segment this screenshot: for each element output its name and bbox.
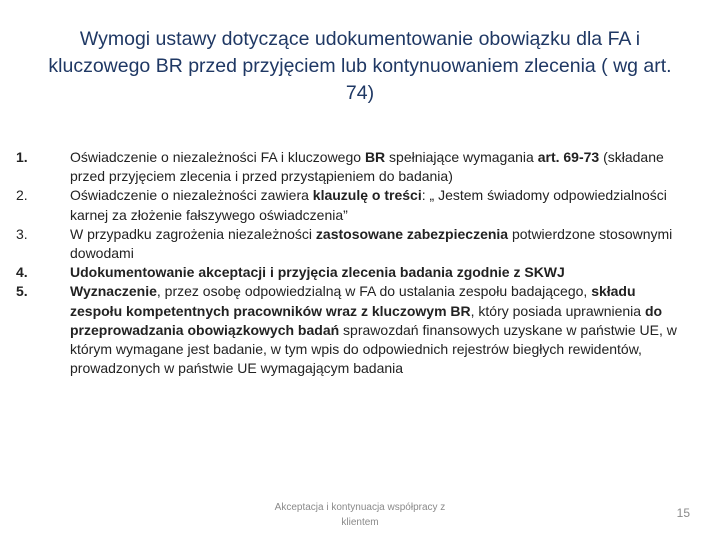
item-text — [70, 149, 664, 184]
item-text-bold: zastosowane zabezpieczenia — [315, 225, 509, 242]
item-number: 4. — [16, 264, 28, 281]
item-number: 2. — [16, 187, 28, 204]
item-text-segment: W przypadku zagrożenia niezależności — [70, 225, 316, 242]
item-number: 3. — [16, 225, 28, 242]
item-text-bold: BR — [364, 149, 386, 165]
item-text-segment: Oświadczenie o niezależności FA i kluczowego — [70, 149, 365, 165]
list-item — [16, 263, 686, 282]
item-text-bold: składu zespołu kompetentnych pracowników wraz z kluczowym BR — [70, 283, 636, 319]
item-text-segment: , przez osobę odpowiedzialną w FA do ustalania zespołu badającego, — [156, 283, 592, 300]
item-text-segment: , który posiada uprawnienia — [470, 302, 645, 319]
item-text-bold: art. 69-73 — [537, 149, 600, 165]
item-text — [70, 264, 565, 280]
slide-title: Wymogi ustawy dotyczące udokumentowanie obowiązku dla FA i kluczowego BR przed przyjęciem lub kontynuowaniem zlecenia ( wg art. 74) — [48, 28, 672, 104]
requirements-list — [16, 148, 686, 378]
list-item — [16, 282, 686, 378]
item-text-bold: do przeprowadzania obowiązkowych badań — [70, 302, 663, 338]
list-item — [16, 186, 686, 224]
item-text-bold: Udokumentowanie akceptacji i przyjęcia zlecenia badania zgodnie z SKWJ — [70, 264, 565, 281]
item-text — [70, 226, 672, 261]
slide-footer: Akceptacja i kontynuacja współpracy z klientem — [274, 502, 446, 528]
item-number: 5. — [16, 283, 28, 300]
item-number: 1. — [16, 149, 28, 165]
item-text-segment: spełniające wymagania — [385, 149, 538, 165]
item-text — [70, 283, 677, 376]
item-text — [70, 187, 667, 222]
list-item — [16, 225, 686, 263]
item-text-bold: Wyznaczenie — [70, 283, 157, 300]
item-text-segment: potwierdzone stosownymi dowodami — [70, 225, 673, 262]
list-item — [16, 148, 686, 186]
item-text-bold: klauzulę o treści — [312, 187, 422, 204]
page-number: 15 — [676, 506, 690, 520]
item-text-segment: : „ Jestem świadomy odpowiedzialności karnej za złożenie fałszywego oświadczenia” — [70, 187, 667, 223]
item-text-segment: (składane przed przyjęciem zlecenia i przed przystąpieniem do badania) — [70, 149, 664, 185]
item-text-segment: Oświadczenie o niezależności zawiera — [70, 187, 313, 204]
item-text-segment: sprawozdań finansowych uzyskane w państwie UE, w którym wymagane jest badanie, w tym wpis do odpowiednich rejestrów biegłych rewidentów, prowadzonych w państwie UE wymagającym badania — [70, 321, 677, 377]
